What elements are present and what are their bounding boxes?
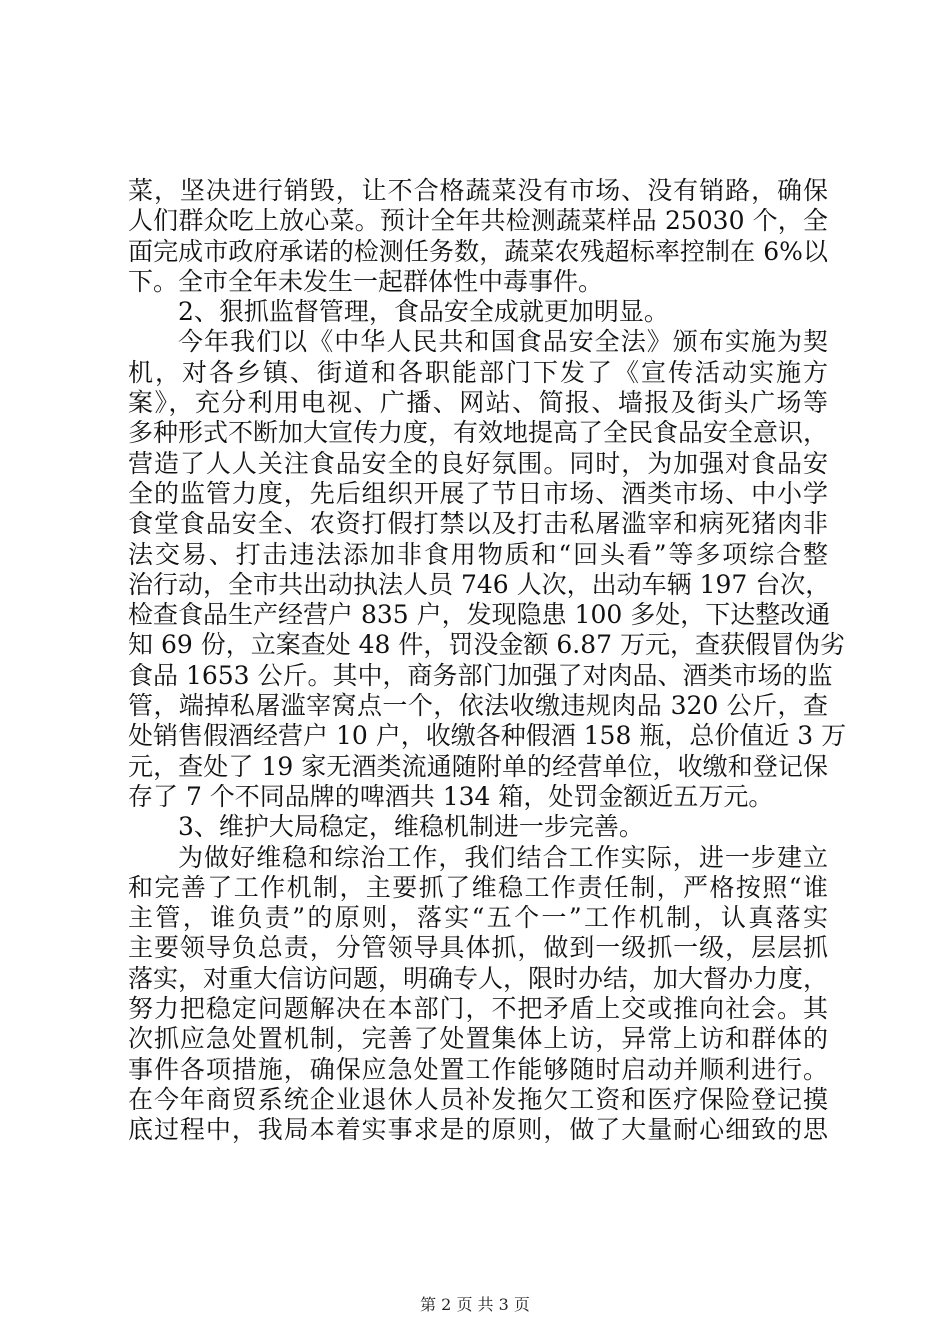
text-line: 人们群众吃上放心菜。预计全年共检测蔬菜样品 25030 个，全 bbox=[128, 206, 828, 236]
text-line: 和完善了工作机制，主要抓了维稳工作责任制，严格按照“谁 bbox=[128, 872, 828, 902]
text-line: 全的监管力度，先后组织开展了节日市场、酒类市场、中小学 bbox=[128, 478, 828, 508]
text-line: 食堂食品安全、农资打假打禁以及打击私屠滥宰和病死猪肉非 bbox=[128, 509, 828, 539]
text-line: 知 69 份，立案查处 48 件，罚没金额 6.87 万元，查获假冒伪劣 bbox=[128, 630, 845, 660]
text-line: 次抓应急处置机制，完善了处置集体上访，异常上访和群体的 bbox=[128, 1024, 828, 1054]
text-line: 菜，坚决进行销毁，让不合格蔬菜没有市场、没有销路，确保 bbox=[128, 176, 828, 205]
document-body bbox=[128, 176, 847, 1146]
page-footer: 第 2 页 共 3 页 bbox=[420, 1295, 530, 1314]
text-line: 治行动，全市共出动执法人员 746 人次，出动车辆 197 台次， bbox=[128, 569, 831, 599]
text-line: 2、狠抓监督管理，食品安全成就更加明显。 bbox=[178, 297, 669, 327]
text-line: 面完成市政府承诺的检测任务数，蔬菜农残超标率控制在 6%以 bbox=[128, 236, 828, 266]
text-line: 食品 1653 公斤。其中，商务部门加强了对肉品、酒类市场的监 bbox=[128, 660, 833, 690]
text-line: 元，查处了 19 家无酒类流通随附单的经营单位，收缴和登记保 bbox=[128, 751, 828, 781]
text-line: 事件各项措施，确保应急处置工作能够随时启动并顺利进行。 bbox=[128, 1054, 828, 1084]
text-line: 案》，充分利用电视、广播、网站、简报、墙报及街头广场等 bbox=[128, 388, 828, 418]
text-line: 处销售假酒经营户 10 户，收缴各种假酒 158 瓶，总价值近 3 万 bbox=[128, 721, 847, 751]
text-line: 为做好维稳和综治工作，我们结合工作实际，进一步建立 bbox=[178, 842, 828, 872]
text-line: 在今年商贸系统企业退休人员补发拖欠工资和医疗保险登记摸 bbox=[128, 1084, 828, 1114]
text-line: 管，端掉私屠滥宰窝点一个，依法收缴违规肉品 320 公斤，查 bbox=[128, 691, 828, 721]
text-line: 机，对各乡镇、街道和各职能部门下发了《宣传活动实施方 bbox=[128, 357, 828, 387]
text-line: 3、维护大局稳定，维稳机制进一步完善。 bbox=[178, 812, 644, 842]
text-line: 努力把稳定问题解决在本部门，不把矛盾上交或推向社会。其 bbox=[128, 994, 828, 1024]
text-line: 今年我们以《中华人民共和国食品安全法》颁布实施为契 bbox=[178, 327, 828, 357]
text-line: 主管，谁负责”的原则，落实“五个一”工作机制，认真落实 bbox=[128, 903, 828, 933]
text-line: 多种形式不断加大宣传力度，有效地提高了全民食品安全意识， bbox=[128, 418, 829, 448]
text-line: 落实，对重大信访问题，明确专人，限时办结，加大督办力度， bbox=[128, 963, 829, 993]
text-line: 法交易、打击违法添加非食用物质和“回头看”等多项综合整 bbox=[128, 539, 828, 569]
text-line: 存了 7 个不同品牌的啤酒共 134 箱，处罚金额近五万元。 bbox=[128, 781, 774, 811]
text-line: 主要领导负总责，分管领导具体抓，做到一级抓一级，层层抓 bbox=[128, 933, 828, 963]
text-line: 营造了人人关注食品安全的良好氛围。同时，为加强对食品安 bbox=[128, 448, 828, 478]
text-line: 下。全市全年未发生一起群体性中毒事件。 bbox=[128, 266, 604, 296]
text-line: 底过程中，我局本着实事求是的原则，做了大量耐心细致的思 bbox=[128, 1115, 828, 1145]
text-line: 检查食品生产经营户 835 户，发现隐患 100 多处，下达整改通 bbox=[128, 600, 831, 630]
